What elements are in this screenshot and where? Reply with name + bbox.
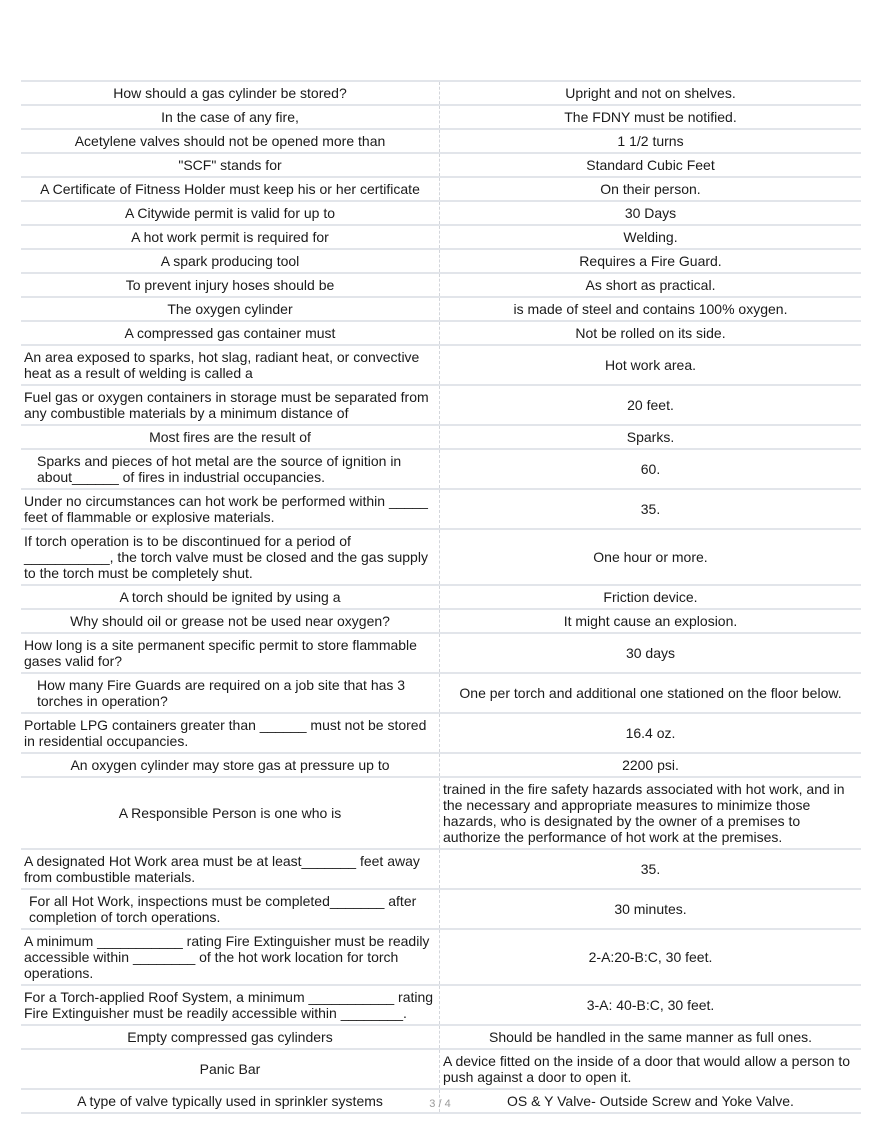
answer-cell: 2200 psi. (622, 757, 679, 773)
answer-cell: 60. (640, 461, 661, 477)
answer-cell: OS & Y Valve- Outside Screw and Yoke Valve. (507, 1093, 794, 1109)
table-row (21, 225, 861, 249)
table-row (21, 929, 861, 985)
question-cell: A minimum ___________ rating Fire Extinguisher must be readily accessible within ________ of the hot work location for torch operations. (21, 929, 440, 985)
question-cell: A designated Hot Work area must be at least_______ feet away from combustible materials. (21, 849, 440, 889)
answer-cell: 2-A:20-B:C, 30 feet. (588, 949, 713, 965)
answer-cell: On their person. (600, 181, 701, 197)
question-cell: Acetylene valves should not be opened more than (21, 129, 440, 153)
answer-cell: 35. (640, 501, 661, 517)
table-row (21, 489, 861, 529)
table-row (21, 273, 861, 297)
table-row (21, 889, 861, 929)
question-cell: A Citywide permit is valid for up to (21, 201, 440, 225)
table-row (21, 529, 861, 585)
question-cell: An area exposed to sparks, hot slag, radiant heat, or convective heat as a result of welding is called a (21, 345, 440, 385)
question-cell: A Certificate of Fitness Holder must keep his or her certificate (21, 177, 440, 201)
table-row (21, 449, 861, 489)
question-cell: For all Hot Work, inspections must be completed_______ after completion of torch operations. (21, 889, 440, 929)
table-row (21, 129, 861, 153)
answer-cell: 20 feet. (627, 397, 674, 413)
answer-cell: 35. (640, 861, 661, 877)
question-cell: Portable LPG containers greater than ______ must not be stored in residential occupancies. (21, 713, 440, 753)
question-cell: A torch should be ignited by using a (21, 585, 440, 609)
answer-cell: As short as practical. (585, 277, 716, 293)
table-row (21, 153, 861, 177)
answer-cell: 3-A: 40-B:C, 30 feet. (586, 997, 715, 1013)
question-cell: Why should oil or grease not be used near oxygen? (21, 609, 440, 633)
answer-cell: One per torch and additional one stationed on the floor below. (459, 685, 842, 701)
answer-cell: Should be handled in the same manner as full ones. (489, 1029, 812, 1045)
question-cell: Under no circumstances can hot work be performed within _____ feet of flammable or explosive materials. (21, 489, 440, 529)
answer-cell: 30 minutes. (614, 901, 687, 917)
answer-cell: trained in the fire safety hazards associated with hot work, and in the necessary and appropriate measures to minimize those hazards, who is designated by the owner of a premises to authorize the performance of hot work at the premises. (443, 781, 845, 845)
table-row (21, 321, 861, 345)
table-row (21, 201, 861, 225)
table-row (21, 425, 861, 449)
table-row (21, 297, 861, 321)
table-row (21, 105, 861, 129)
answer-cell: Hot work area. (604, 357, 697, 373)
question-cell: How many Fire Guards are required on a job site that has 3 torches in operation? (21, 673, 440, 713)
question-cell: "SCF" stands for (21, 153, 440, 177)
table-row (21, 753, 861, 777)
answer-cell: 16.4 oz. (625, 725, 676, 741)
answer-cell: Standard Cubic Feet (586, 157, 715, 173)
answer-cell: Requires a Fire Guard. (579, 253, 722, 269)
page-indicator: 3 / 4 (429, 1098, 451, 1110)
question-cell: A hot work permit is required for (21, 225, 440, 249)
question-cell: How long is a site permanent specific permit to store flammable gases valid for? (21, 633, 440, 673)
question-cell: How should a gas cylinder be stored? (21, 81, 440, 105)
question-cell: The oxygen cylinder (21, 297, 440, 321)
question-cell: An oxygen cylinder may store gas at pressure up to (21, 753, 440, 777)
table-row (21, 777, 861, 849)
answer-cell: Upright and not on shelves. (565, 85, 736, 101)
question-cell: To prevent injury hoses should be (21, 273, 440, 297)
question-cell: Fuel gas or oxygen containers in storage must be separated from any combustible materials by a minimum distance of (21, 385, 440, 425)
answer-cell: It might cause an explosion. (563, 613, 738, 629)
answer-cell: Welding. (623, 229, 678, 245)
answer-cell: is made of steel and contains 100% oxygen. (513, 301, 788, 317)
question-cell: A Responsible Person is one who is (21, 777, 440, 849)
answer-cell: 30 Days (624, 205, 677, 221)
question-cell: For a Torch-applied Roof System, a minimum ___________ rating Fire Extinguisher must be readily accessible within ________. (21, 985, 440, 1025)
question-cell: Empty compressed gas cylinders (21, 1025, 440, 1049)
table-row (21, 673, 861, 713)
question-cell: If torch operation is to be discontinued for a period of ___________, the torch valve must be closed and the gas supply to the torch must be completely shut. (21, 529, 440, 585)
question-cell: A compressed gas container must (21, 321, 440, 345)
question-cell: A type of valve typically used in sprinkler systems (21, 1089, 440, 1113)
table-row (21, 249, 861, 273)
answer-cell: Friction device. (603, 589, 698, 605)
table-row (21, 81, 861, 105)
table-row (21, 849, 861, 889)
table-row (21, 385, 861, 425)
answer-cell: 30 days (625, 645, 676, 661)
table-row (21, 633, 861, 673)
table-row (21, 985, 861, 1025)
table-row (21, 345, 861, 385)
answer-cell: One hour or more. (593, 549, 708, 565)
table-row (21, 585, 861, 609)
question-cell: Sparks and pieces of hot metal are the source of ignition in about______ of fires in industrial occupancies. (21, 449, 440, 489)
table-row (21, 713, 861, 753)
question-cell: A spark producing tool (21, 249, 440, 273)
question-cell: In the case of any fire, (21, 105, 440, 129)
qa-table (21, 80, 861, 1114)
answer-cell: 1 1/2 turns (617, 133, 684, 149)
table-row (21, 1025, 861, 1049)
answer-cell: The FDNY must be notified. (564, 109, 737, 125)
answer-cell: Not be rolled on its side. (575, 325, 726, 341)
table-row (21, 1049, 861, 1089)
question-cell: Most fires are the result of (21, 425, 440, 449)
answer-cell: A device fitted on the inside of a door that would allow a person to push against a door to open it. (443, 1053, 851, 1085)
table-row (21, 609, 861, 633)
question-cell: Panic Bar (21, 1049, 440, 1089)
answer-cell: Sparks. (626, 429, 675, 445)
table-row (21, 177, 861, 201)
